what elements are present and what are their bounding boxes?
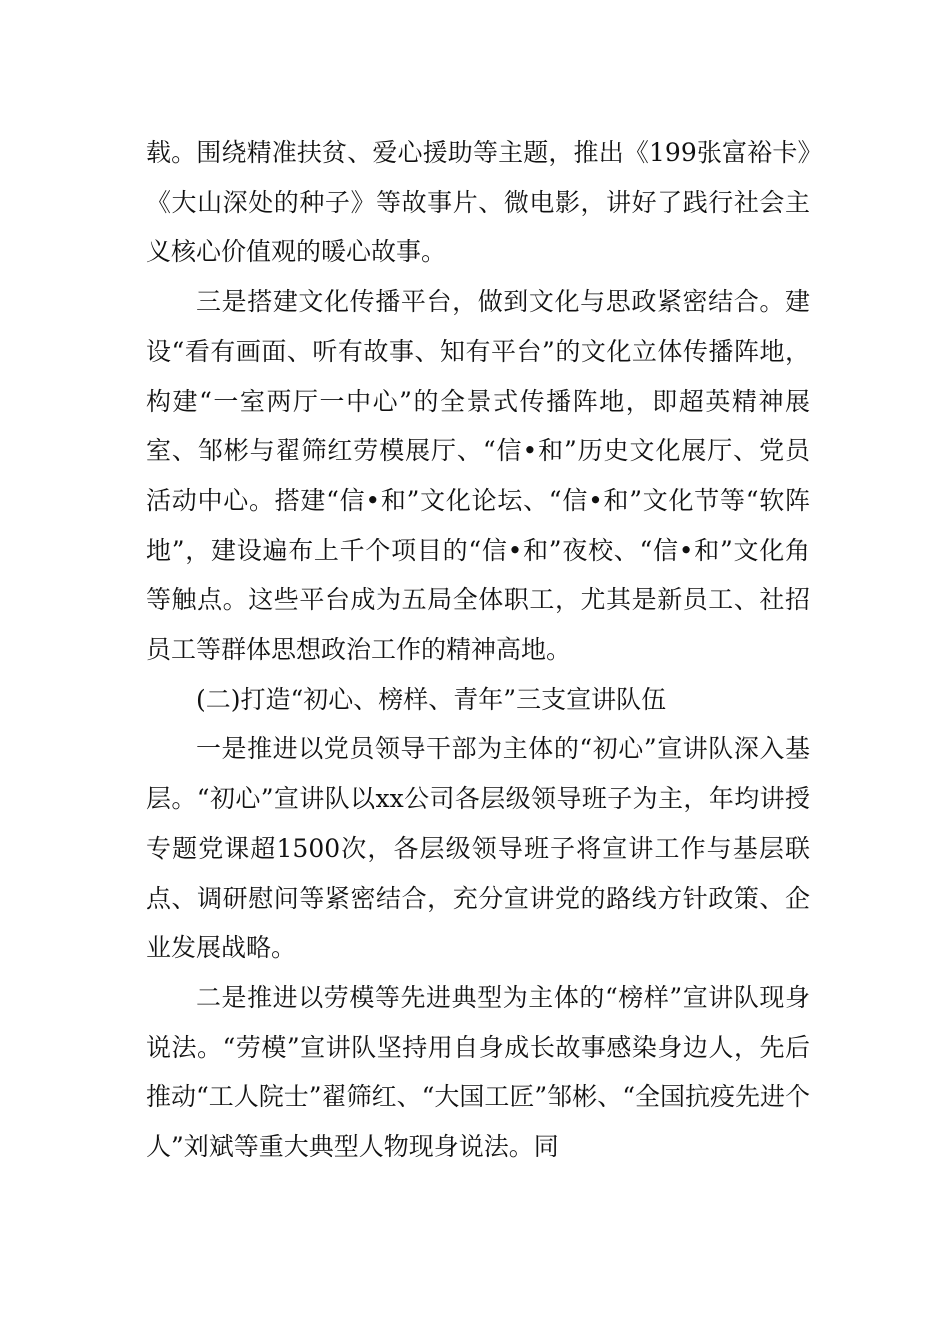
document-body — [146, 128, 810, 1172]
section-heading-lecture-teams: (二)打造“初心、榜样、青年”三支宣讲队伍 — [196, 684, 667, 714]
paragraph-continuation: 载。围绕精准扶贫、爱心援助等主题，推出《199张富裕卡》《大山深处的种子》等故事片、微电影，讲好了践行社会主义核心价值观的暖心故事。 — [146, 138, 810, 267]
paragraph-role-model-team: 二是推进以劳模等先进典型为主体的“榜样”宣讲队现身说法。“劳模”宣讲队坚持用自身成长故事感染身边人，先后推动“工人院士”翟筛红、“大国工匠”邹彬、“全国抗疫先进个人”刘斌等重大典型人物现身说法。同 — [146, 982, 810, 1162]
paragraph-original-aspiration-team: 一是推进以党员领导干部为主体的“初心”宣讲队深入基层。“初心”宣讲队以xx公司各层级领导班子为主，年均讲授专题党课超1500次，各层级领导班子将宣讲工作与基层联点、调研慰问等紧密结合，充分宣讲党的路线方针政策、企业发展战略。 — [146, 734, 810, 963]
paragraph-culture-platform: 三是搭建文化传播平台，做到文化与思政紧密结合。建设“看有画面、听有故事、知有平台”的文化立体传播阵地，构建“一室两厅一中心”的全景式传播阵地，即超英精神展室、邹彬与翟筛红劳模展厅、“信•和”历史文化展厅、党员活动中心。搭建“信•和”文化论坛、“信•和”文化节等“软阵地”，建设遍布上千个项目的“信•和”夜校、“信•和”文化角等触点。这些平台成为五局全体职工，尤其是新员工、社招员工等群体思想政治工作的精神高地。 — [146, 287, 810, 665]
